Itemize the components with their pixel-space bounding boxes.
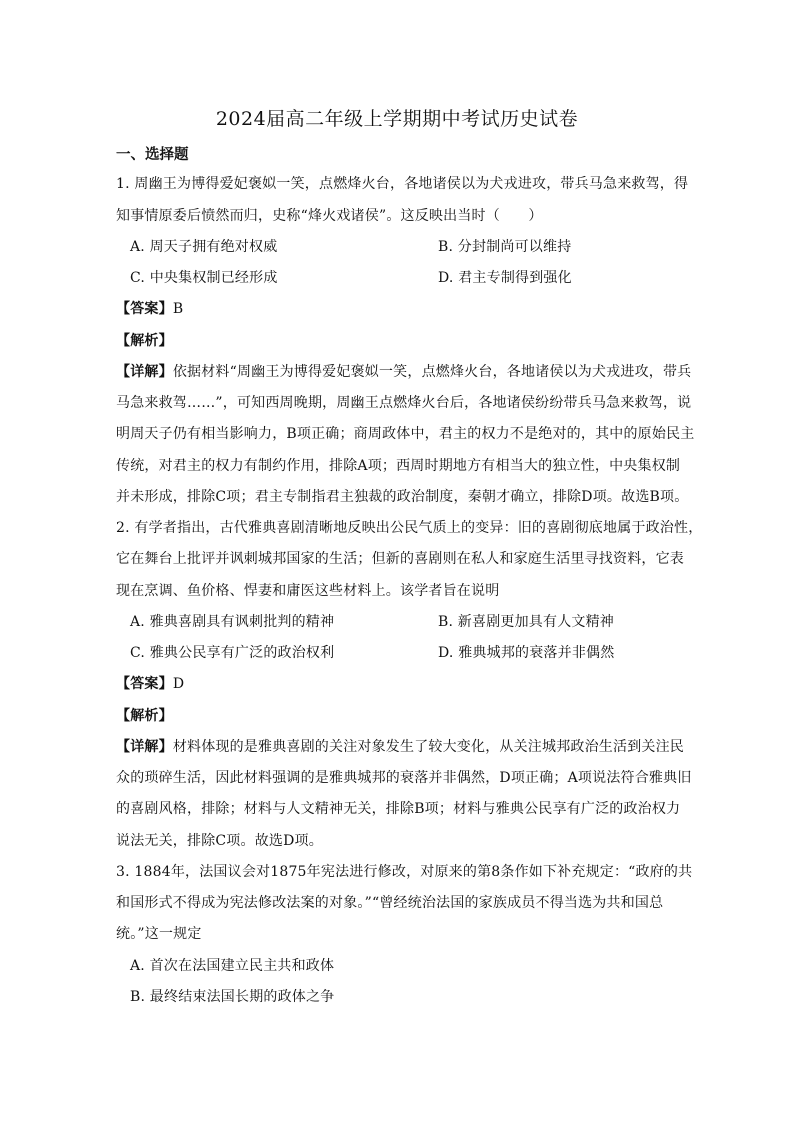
q2-answer-tag: 【答案】 bbox=[116, 676, 173, 692]
q1-option-a: A. 周天子拥有绝对权威 bbox=[130, 239, 278, 255]
q2-detail-line-2: 众的琐碎生活，因此材料强调的是雅典城邦的衰落并非偶然，D项正确；A项说法符合雅典旧 bbox=[116, 770, 692, 786]
q2-detail-line-3: 的喜剧风格，排除；材料与人文精神无关，排除B项；材料与雅典公民享有广泛的政治权力 bbox=[116, 801, 681, 817]
exam-title: 2024届高二年级上学期期中考试历史试卷 bbox=[215, 108, 579, 130]
q3-stem-line-2: 和国形式不得成为宪法修改法案的对象。”“曾经统治法国的家族成员不得当选为共和国总 bbox=[116, 895, 664, 911]
q2-option-c: C. 雅典公民享有广泛的政治权利 bbox=[130, 645, 335, 661]
q1-detail-line-3: 明周天子仍有相当影响力，B项正确；商周政体中，君主的权力不是绝对的，其中的原始民主 bbox=[116, 426, 695, 442]
q3-stem-line-1: 3. 1884年，法国议会对1875年宪法进行修改，对原来的第8条作如下补充规定：“政府的共 bbox=[116, 864, 693, 880]
q2-detail-tag: 【详解】 bbox=[116, 739, 173, 755]
q2-option-d: D. 雅典城邦的衰落并非偶然 bbox=[438, 645, 615, 661]
q3-stem-line-3: 统。”这一规定 bbox=[116, 926, 202, 942]
q2-answer bbox=[116, 673, 684, 695]
q2-stem-line-2: 它在舞台上批评并讽刺城邦国家的生活；但新的喜剧则在私人和家庭生活里寻找资料，它表 bbox=[116, 551, 684, 567]
q2-analysis-tag: 【解析】 bbox=[116, 708, 173, 724]
q2-stem-line-3: 现在烹调、鱼价格、悍妻和庸医这些材料上。该学者旨在说明 bbox=[116, 583, 500, 599]
q2-option-a: A. 雅典喜剧具有讽刺批判的精神 bbox=[130, 614, 335, 630]
q1-analysis-tag: 【解析】 bbox=[116, 333, 173, 349]
q1-detail-line-2: 马急来救驾……”，可知西周晚期，周幽王点燃烽火台后，各地诸侯纷纷带兵马急来救驾，说 bbox=[116, 395, 692, 411]
q1-answer-value: B bbox=[172, 301, 184, 317]
q1-answer bbox=[116, 298, 684, 320]
q2-answer-value: D bbox=[172, 676, 185, 692]
q1-detail-line-1: 【详解】依据材料“周幽王为博得爱妃褒姒一笑，点燃烽火台，各地诸侯以为犬戎进攻，带兵 bbox=[116, 364, 692, 380]
q1-answer-tag: 【答案】 bbox=[116, 301, 173, 317]
q3-option-b: B. 最终结束法国长期的政体之争 bbox=[130, 989, 335, 1005]
q2-detail-line-4: 说法无关，排除C项。故选D项。 bbox=[116, 833, 323, 849]
q1-option-c: C. 中央集权制已经形成 bbox=[130, 270, 278, 286]
q1-detail-line-5: 并未形成，排除C项；君主专制指君主独裁的政治制度，秦朝才确立，排除D项。故选B项。 bbox=[116, 489, 689, 505]
q3-option-a: A. 首次在法国建立民主共和政体 bbox=[130, 958, 335, 974]
section-heading: 一、选择题 bbox=[116, 147, 189, 163]
q2-option-b: B. 新喜剧更加具有人文精神 bbox=[438, 614, 614, 630]
q1-stem-line-2: 知事情原委后愤然而归，史称“烽火戏诸侯”。这反映出当时（ ） bbox=[116, 208, 543, 224]
q2-stem-line-1: 2. 有学者指出，古代雅典喜剧清晰地反映出公民气质上的变异：旧的喜剧彻底地属于政治性， bbox=[116, 520, 703, 536]
q1-stem-line-1: 1. 周幽王为博得爱妃褒姒一笑，点燃烽火台，各地诸侯以为犬戎进攻，带兵马急来救驾，得 bbox=[116, 176, 689, 192]
q2-detail-line-1: 【详解】材料体现的是雅典喜剧的关注对象发生了较大变化，从关注城邦政治生活到关注民 bbox=[116, 739, 685, 755]
q1-detail-line-4: 传统，对君主的权力有制约作用，排除A项；西周时期地方有相当大的独立性，中央集权制 bbox=[116, 458, 681, 474]
q1-detail-tag: 【详解】 bbox=[116, 364, 173, 380]
q1-option-b: B. 分封制尚可以维持 bbox=[438, 239, 572, 255]
q1-option-d: D. 君主专制得到强化 bbox=[438, 270, 572, 286]
